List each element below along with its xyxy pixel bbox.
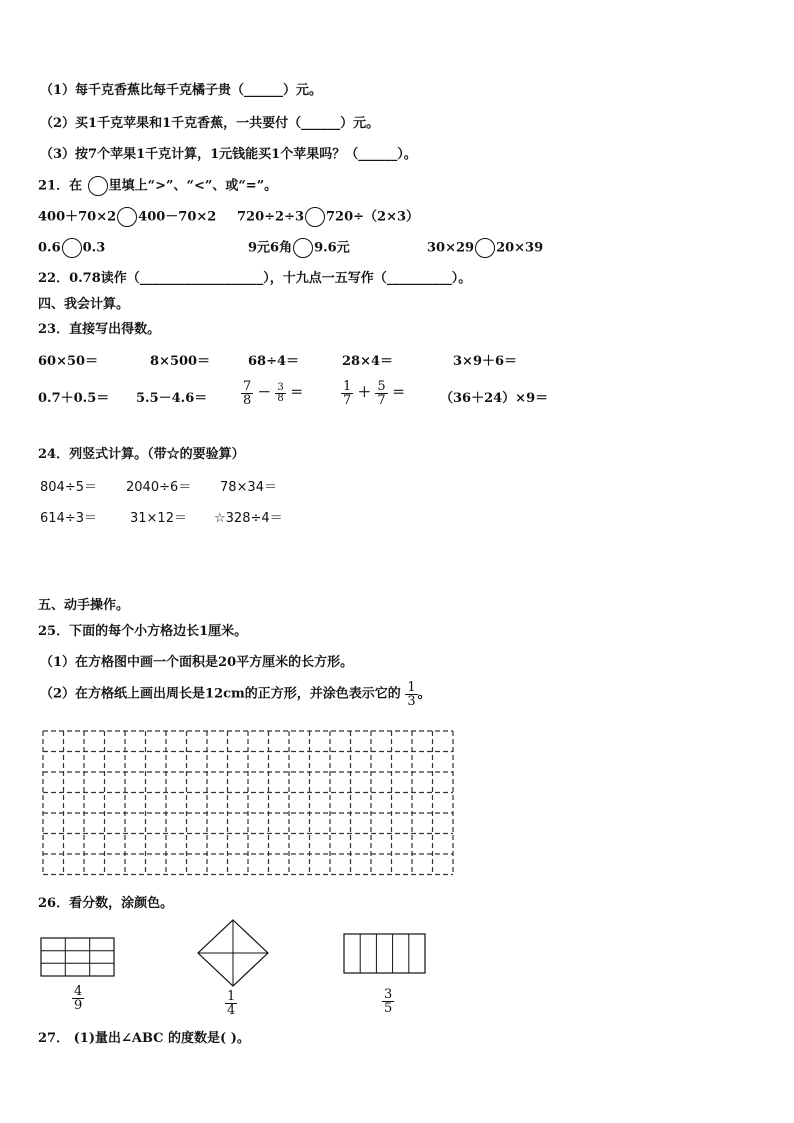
- q25-part2-end: 。: [417, 686, 431, 702]
- denominator: 7: [377, 393, 386, 408]
- q21-row2-item3: [427, 238, 543, 258]
- q25-part2-text: （2）在方格纸上画出周长是12cm的正方形，并涂色表示它的: [40, 686, 401, 702]
- denominator: 8: [243, 393, 252, 408]
- expr-left: 30×29: [427, 240, 475, 256]
- numerator: 7: [243, 379, 252, 394]
- numerator: 5: [377, 379, 386, 394]
- numerator: 3: [277, 382, 284, 393]
- fraction: [225, 990, 237, 1017]
- compare-circle[interactable]: [293, 238, 313, 258]
- expr-right: 9.6元: [314, 240, 350, 256]
- q26-fraction-3: [382, 988, 394, 1015]
- expr-right: 20×39: [496, 240, 544, 256]
- section5-title: 五、动手操作。: [38, 598, 130, 613]
- fraction-one-third: [405, 681, 417, 708]
- rectangle-grid-nine-parts[interactable]: [40, 937, 116, 977]
- compare-circle[interactable]: [62, 238, 82, 258]
- dashed-grid[interactable]: [40, 728, 456, 878]
- expr-left: 0.6: [38, 240, 61, 256]
- expr-right: 400－70×2: [138, 209, 217, 225]
- q24-r1-1: 804÷5＝: [40, 480, 97, 495]
- numerator: 1: [407, 680, 416, 695]
- compare-circle[interactable]: [475, 238, 495, 258]
- fraction: [72, 985, 84, 1012]
- expr-right: 720÷（2×3）: [326, 209, 420, 225]
- compare-circle[interactable]: [117, 207, 137, 227]
- q21-row1-item1: [38, 207, 216, 227]
- q23-r1-1: 60×50＝: [38, 354, 99, 369]
- numerator: 1: [227, 989, 236, 1004]
- q21-title: [38, 176, 277, 196]
- fraction: [241, 380, 253, 407]
- expr-left: 9元6角: [248, 240, 293, 256]
- fraction: [375, 380, 387, 407]
- q21-row1-item2: [237, 207, 419, 227]
- q20-part3: （3）按7个苹果1千克计算，1元钱能买1个苹果吗？（______）。: [40, 147, 417, 162]
- q25-part1: （1）在方格图中画一个面积是20平方厘米的长方形。: [40, 655, 354, 670]
- section4-title: 四、我会计算。: [38, 297, 130, 312]
- shape-outline: [344, 934, 425, 973]
- q20-part2: （2）买1千克苹果和1千克香蕉，一共要付（______）元。: [40, 116, 380, 131]
- compare-circle: [88, 176, 108, 196]
- q21-row2-item1: [38, 238, 105, 258]
- q24-r2-2: 31×12＝: [130, 511, 187, 526]
- q23-r2-5: （36＋24）×9＝: [440, 391, 549, 406]
- q23-r1-4: 28×4＝: [342, 354, 394, 369]
- operator: ＋: [357, 385, 371, 401]
- expr-left: 400＋70×2: [38, 209, 117, 225]
- denominator: 4: [227, 1003, 236, 1018]
- fraction: [275, 383, 285, 404]
- diamond-four-parts[interactable]: [196, 918, 270, 988]
- denominator: 3: [407, 694, 416, 709]
- q23-r1-3: 68÷4＝: [248, 354, 300, 369]
- q24-r2-1: 614÷3＝: [40, 511, 97, 526]
- q26-fraction-2: [225, 990, 237, 1017]
- q23-r2-2: 5.5－4.6＝: [136, 391, 208, 406]
- rectangle-five-parts[interactable]: [343, 933, 427, 975]
- q24-r2-3: ☆328÷4＝: [214, 511, 283, 526]
- q21-row2-item2: [248, 238, 350, 258]
- numerator: 3: [384, 987, 393, 1002]
- numerator: 4: [74, 984, 83, 999]
- q23-fraction-expr-2: [341, 380, 405, 407]
- q23-fraction-expr-1: [241, 380, 303, 407]
- q27-text: 27． (1)量出∠ABC 的度数是( )。: [38, 1031, 250, 1046]
- q21-title-prefix: 21．在: [38, 178, 83, 194]
- q23-r1-5: 3×9＋6＝: [453, 354, 518, 369]
- shape-outline: [41, 938, 114, 976]
- q26-fraction-1: [72, 985, 84, 1012]
- q25-part2: [40, 681, 431, 708]
- q26-title: 26．看分数，涂颜色。: [38, 896, 174, 911]
- equals: ＝: [290, 385, 304, 401]
- q23-r2-1: 0.7＋0.5＝: [38, 391, 110, 406]
- q24-title: 24．列竖式计算。（带☆的要验算）: [38, 447, 245, 462]
- q22-text: 22．0.78读作（___________________），十九点一五写作（__________）。: [38, 271, 472, 286]
- expr-left: 720÷2÷3: [237, 209, 305, 225]
- denominator: 7: [343, 393, 352, 408]
- q24-r1-3: 78×34＝: [220, 480, 277, 495]
- q24-r1-2: 2040÷6＝: [126, 480, 192, 495]
- denominator: 5: [384, 1001, 393, 1016]
- q25-title: 25．下面的每个小方格边长1厘米。: [38, 624, 248, 639]
- fraction: [382, 988, 394, 1015]
- compare-circle[interactable]: [305, 207, 325, 227]
- numerator: 1: [343, 379, 352, 394]
- denominator: 9: [74, 998, 83, 1013]
- fraction: [341, 380, 353, 407]
- expr-right: 0.3: [82, 240, 106, 256]
- q20-part1: （1）每千克香蕉比每千克橘子贵（______）元。: [40, 83, 323, 98]
- operator: －: [257, 385, 271, 401]
- q21-title-suffix: 里填上“>”、“<”、或“=”。: [108, 178, 278, 194]
- denominator: 8: [277, 393, 284, 404]
- equals: ＝: [392, 385, 406, 401]
- q23-title: 23．直接写出得数。: [38, 322, 161, 337]
- q23-r1-2: 8×500＝: [150, 354, 211, 369]
